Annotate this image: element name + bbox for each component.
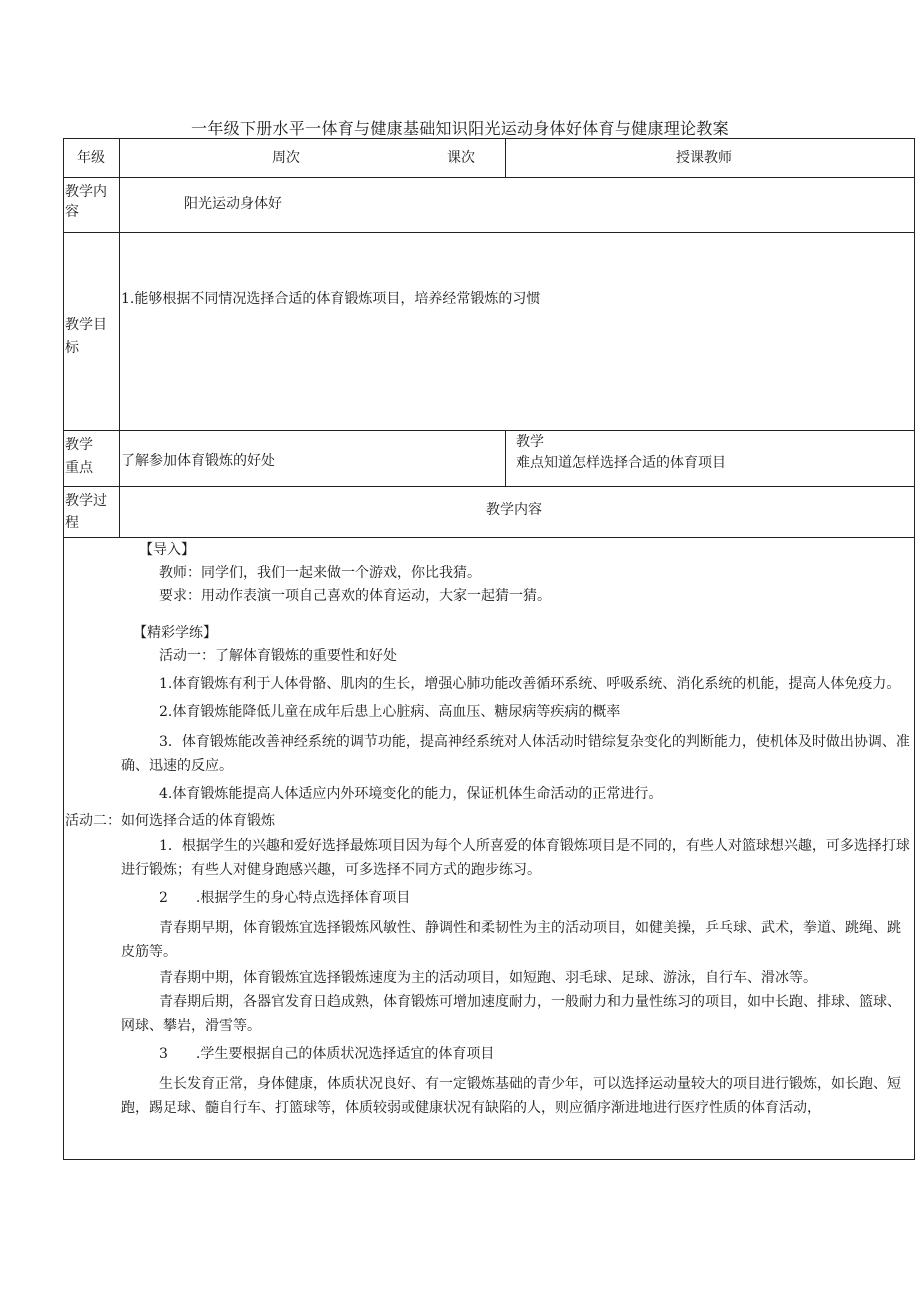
process-label: 教学过 程 <box>65 493 107 531</box>
activity-two-point: 1．根据学生的兴趣和爱好选择最炼项目因为每个人所喜爱的体育锻炼项目是不同的，有些人对篮球想兴趣，可多选择打球进行锻炼；有些人对健身跑感兴趣，可多选择不同方式的跑步练习。 <box>121 838 910 878</box>
activity-one-point: 2.体育锻炼能降低儿童在成年后患上心脏病、高血压、糖尿病等疾病的概率 <box>159 704 621 720</box>
focus-label: 教学 重点 <box>65 437 93 476</box>
lesson-header: 课次 <box>447 150 475 166</box>
header-column-divider <box>505 138 506 177</box>
label-column-divider <box>119 138 120 537</box>
content-value: 阳光运动身体好 <box>184 196 282 212</box>
activity-two-point: 青春期早期，体育锻炼宜选择锻炼风敏性、静调性和柔韧性为主的活动项目，如健美操，乒乓球、武术，拳道、跳绳、跳皮筋等。 <box>121 920 901 960</box>
process-value: 教学内容 <box>486 502 542 518</box>
row-divider <box>63 486 915 487</box>
activity-two-title: 活动二：如何选择合适的体育锻炼 <box>65 813 275 829</box>
activity-one-point: 3．体育锻炼能改善神经系统的调节功能，提高神经系统对人体活动时错综复杂变化的判断能力，使机体及时做出协调、准确、迅速的反应。 <box>121 734 910 774</box>
content-label: 教学内 容 <box>65 184 107 220</box>
row-divider <box>63 177 915 178</box>
activity-two-point: 3 .学生要根据自己的体质状况选择适宜的体育项目 <box>159 1046 495 1062</box>
grade-header: 年级 <box>77 150 105 166</box>
row-divider <box>63 232 915 233</box>
row-divider <box>63 430 915 431</box>
focus-value: 了解参加体育锻炼的好处 <box>121 453 275 469</box>
activity-one-point: 1.体育锻炼有利于人体骨骼、肌肉的生长，增强心肺功能改善循环系统、呼吸系统、消化系统的机能，提高人体免疫力。 <box>159 676 901 692</box>
week-header: 周次 <box>272 150 300 166</box>
lesson-body <box>65 539 913 1120</box>
activity-two-point: 青春期后期，各器官发育日趋成熟，体育锻炼可增加速度耐力，一般耐力和力量性练习的项目，如中长跑、排球、篮球、网球、攀岩，滑雪等。 <box>121 994 901 1034</box>
practice-heading: 【精彩学练】 <box>133 625 217 641</box>
difficulty-label: 教学 <box>516 434 544 450</box>
focus-column-divider <box>505 430 506 486</box>
intro-teacher: 教师：同学们，我们一起来做一个游戏，你比我猜。 <box>159 565 481 581</box>
activity-two-point: 青春期中期，体育锻炼宜选择锻炼速度为主的活动项目，如短跑、羽毛球、足球、游泳，自行车、滑冰等。 <box>159 970 817 986</box>
goal-label: 教学目 标 <box>65 317 107 356</box>
intro-requirement: 要求：用动作表演一项自己喜欢的体育运动，大家一起猜一猜。 <box>159 588 551 604</box>
document-title: 一年级下册水平一体育与健康基础知识阳光运动身体好体育与健康理论教案 <box>191 119 729 138</box>
activity-two-point: 生长发育正常，身体健康，体质状况良好、有一定锻炼基础的青少年，可以选择运动量较大的项目进行锻炼，如长跑、短跑，踢足球、髓自行车、打篮球等，体质较弱或健康状况有缺陷的人，则应循序渐进地进行医疗性质的体育活动， <box>121 1076 901 1116</box>
difficulty-value: 难点知道怎样选择合适的体育项目 <box>516 455 726 471</box>
activity-one-point: 4.体育锻炼能提高人体适应内外环境变化的能力，保证机体生命活动的正常进行。 <box>159 786 663 802</box>
row-divider <box>63 537 915 538</box>
teacher-header: 授课教师 <box>676 150 732 166</box>
activity-two-point: 2 .根据学生的身心特点选择体育项目 <box>159 890 411 906</box>
intro-heading: 【导入】 <box>139 542 195 558</box>
goal-value: 1.能够根据不同情况选择合适的体育锻炼项目，培养经常锻炼的习惯 <box>121 291 541 307</box>
activity-one-title: 活动一：了解体育锻炼的重要性和好处 <box>159 648 397 664</box>
